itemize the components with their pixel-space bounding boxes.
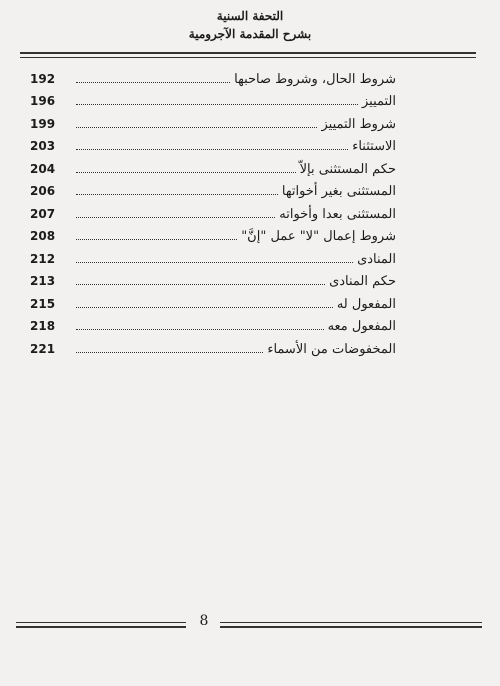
toc-page-number: 218 [30, 319, 56, 333]
toc-entry-title: المفعول معه [327, 319, 396, 334]
toc-entry [30, 111, 396, 134]
header-rule [20, 52, 476, 58]
toc-entry-title: المستثنى بغير أخواتها [281, 184, 396, 199]
toc-entry-title: حكم المستثنى بإلاّ [299, 161, 396, 177]
toc-page-number: 192 [30, 71, 56, 86]
toc-leader-dots [76, 81, 230, 83]
toc-entry [30, 201, 396, 224]
toc-leader-dots [76, 193, 278, 195]
toc-entry-title: التمييز [361, 94, 396, 109]
page-number: 8 [199, 613, 209, 629]
toc-entry-title: شروط إعمال "لا" عمل "إنَّ" [241, 229, 396, 244]
toc-entry-title: حكم المنادى [329, 274, 396, 289]
toc-leader-dots [76, 306, 333, 308]
toc-leader-dots [76, 351, 263, 353]
toc-page-number: 208 [30, 229, 56, 243]
toc-page-number: 215 [30, 296, 56, 311]
toc-entry [30, 291, 396, 314]
toc-entry-title: المستثنى بعدا وأخواته [279, 206, 396, 222]
toc-entry [30, 314, 396, 337]
toc-entry [30, 179, 396, 202]
toc-page-number: 204 [30, 161, 56, 176]
toc-leader-dots [76, 126, 317, 128]
toc-page-number: 212 [30, 251, 56, 266]
toc-entry [30, 156, 396, 179]
book-title: التحفة السنية [216, 9, 284, 23]
toc-page-number: 221 [30, 341, 56, 356]
book-subtitle: بشرح المقدمة الآجرومية [188, 27, 312, 41]
toc-leader-dots [76, 328, 324, 330]
footer-rule-right [220, 622, 482, 628]
toc-entry-title: شروط التمييز [321, 116, 396, 132]
toc-entry [30, 66, 396, 89]
toc-page-number: 203 [30, 139, 56, 153]
table-of-contents [30, 66, 396, 359]
toc-page-number: 196 [30, 94, 56, 108]
toc-entry [30, 89, 396, 112]
toc-entry-title: شروط الحال، وشروط صاحبها [234, 71, 396, 87]
toc-entry-title: المفعول له [336, 296, 396, 312]
toc-page-number: 207 [30, 206, 56, 221]
toc-entry [30, 336, 396, 359]
toc-leader-dots [76, 148, 348, 150]
toc-entry-title: المخفوضات من الأسماء [267, 341, 396, 357]
toc-leader-dots [76, 261, 353, 263]
footer-rule-left [16, 622, 186, 628]
toc-page-number: 199 [30, 116, 56, 131]
toc-page-number: 213 [30, 274, 56, 288]
toc-leader-dots [76, 283, 325, 285]
toc-entry [30, 134, 396, 157]
toc-entry-title: الاستثناء [352, 139, 396, 154]
toc-entry [30, 246, 396, 269]
toc-entry-title: المنادى [357, 251, 396, 267]
toc-page-number: 206 [30, 184, 56, 198]
toc-entry [30, 269, 396, 292]
toc-leader-dots [76, 171, 296, 173]
toc-entry [30, 224, 396, 247]
running-header [0, 8, 500, 42]
toc-leader-dots [76, 103, 358, 105]
toc-leader-dots [76, 216, 275, 218]
toc-leader-dots [76, 238, 237, 240]
